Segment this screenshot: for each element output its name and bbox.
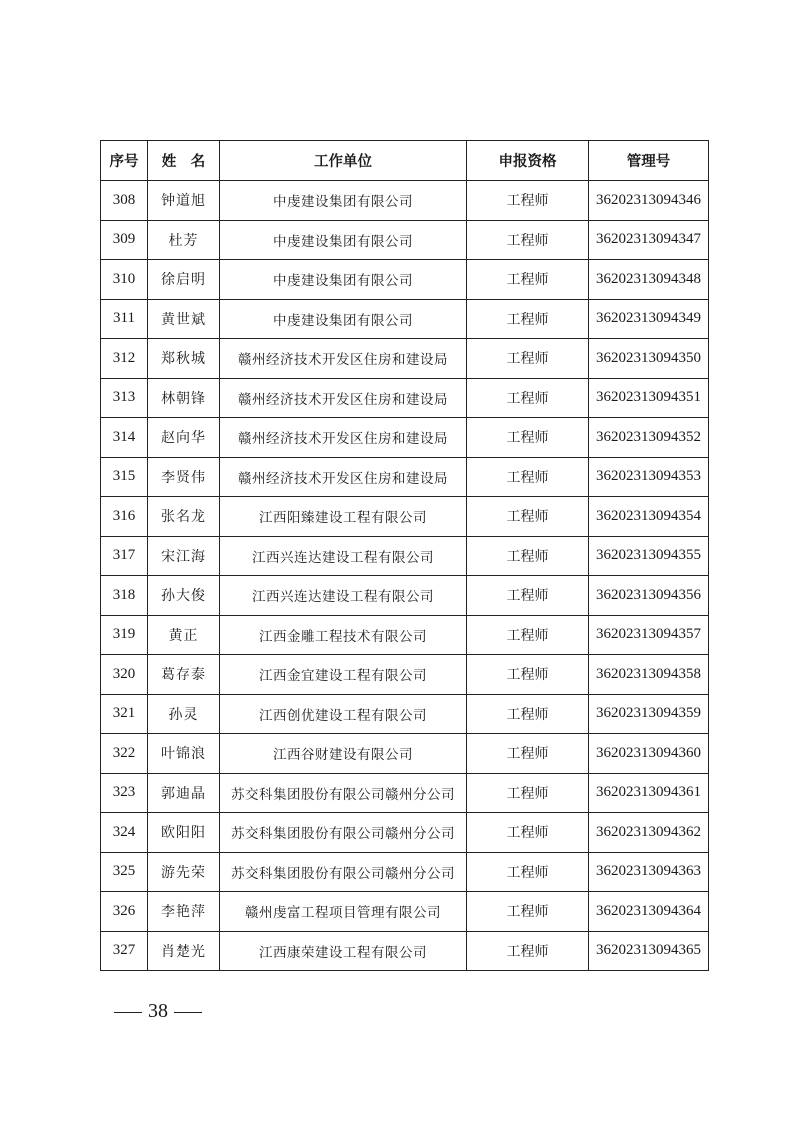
row-serial-number: 309 <box>101 220 148 260</box>
row-qualification: 工程师 <box>467 220 589 260</box>
row-name: 孙大俊 <box>148 576 220 616</box>
row-serial-number: 323 <box>101 773 148 813</box>
row-work-unit: 中虔建设集团有限公司 <box>220 299 467 339</box>
row-management-number: 36202313094357 <box>589 615 709 655</box>
row-qualification: 工程师 <box>467 694 589 734</box>
row-management-number: 36202313094361 <box>589 773 709 813</box>
row-work-unit: 江西兴连达建设工程有限公司 <box>220 576 467 616</box>
row-work-unit: 赣州经济技术开发区住房和建设局 <box>220 378 467 418</box>
row-serial-number: 321 <box>101 694 148 734</box>
footer-dash-left <box>114 1012 142 1013</box>
header-name: 姓 名 <box>148 141 220 181</box>
row-serial-number: 312 <box>101 339 148 379</box>
table-body <box>101 181 709 971</box>
row-management-number: 36202313094349 <box>589 299 709 339</box>
row-work-unit: 苏交科集团股份有限公司赣州分公司 <box>220 813 467 853</box>
row-name: 宋江海 <box>148 536 220 576</box>
table-row <box>101 931 709 971</box>
row-management-number: 36202313094365 <box>589 931 709 971</box>
row-work-unit: 赣州经济技术开发区住房和建设局 <box>220 457 467 497</box>
row-name: 黄正 <box>148 615 220 655</box>
row-name: 葛存泰 <box>148 655 220 695</box>
table-row <box>101 773 709 813</box>
table-row <box>101 220 709 260</box>
row-management-number: 36202313094354 <box>589 497 709 537</box>
table-row <box>101 615 709 655</box>
row-management-number: 36202313094352 <box>589 418 709 458</box>
row-serial-number: 316 <box>101 497 148 537</box>
table-row <box>101 260 709 300</box>
row-qualification: 工程师 <box>467 339 589 379</box>
row-management-number: 36202313094362 <box>589 813 709 853</box>
row-name: 赵向华 <box>148 418 220 458</box>
table-row <box>101 181 709 221</box>
row-work-unit: 江西康荣建设工程有限公司 <box>220 931 467 971</box>
row-management-number: 36202313094346 <box>589 181 709 221</box>
row-serial-number: 322 <box>101 734 148 774</box>
row-qualification: 工程师 <box>467 931 589 971</box>
row-management-number: 36202313094347 <box>589 220 709 260</box>
row-management-number: 36202313094356 <box>589 576 709 616</box>
row-work-unit: 中虔建设集团有限公司 <box>220 220 467 260</box>
row-name: 游先荣 <box>148 852 220 892</box>
header-serial-number: 序号 <box>101 141 148 181</box>
row-management-number: 36202313094364 <box>589 892 709 932</box>
row-work-unit: 苏交科集团股份有限公司赣州分公司 <box>220 852 467 892</box>
table-row <box>101 694 709 734</box>
row-work-unit: 江西阳臻建设工程有限公司 <box>220 497 467 537</box>
table-row <box>101 734 709 774</box>
row-work-unit: 江西兴连达建设工程有限公司 <box>220 536 467 576</box>
row-management-number: 36202313094363 <box>589 852 709 892</box>
row-serial-number: 314 <box>101 418 148 458</box>
table-header-row <box>101 141 709 181</box>
row-qualification: 工程师 <box>467 734 589 774</box>
row-serial-number: 317 <box>101 536 148 576</box>
row-name: 郭迪晶 <box>148 773 220 813</box>
row-management-number: 36202313094350 <box>589 339 709 379</box>
row-work-unit: 苏交科集团股份有限公司赣州分公司 <box>220 773 467 813</box>
table-row <box>101 418 709 458</box>
row-management-number: 36202313094358 <box>589 655 709 695</box>
row-work-unit: 中虔建设集团有限公司 <box>220 260 467 300</box>
row-management-number: 36202313094353 <box>589 457 709 497</box>
row-qualification: 工程师 <box>467 378 589 418</box>
row-qualification: 工程师 <box>467 576 589 616</box>
row-serial-number: 313 <box>101 378 148 418</box>
row-management-number: 36202313094355 <box>589 536 709 576</box>
row-qualification: 工程师 <box>467 497 589 537</box>
row-serial-number: 318 <box>101 576 148 616</box>
row-serial-number: 325 <box>101 852 148 892</box>
row-name: 李艳萍 <box>148 892 220 932</box>
row-qualification: 工程师 <box>467 892 589 932</box>
table-row <box>101 378 709 418</box>
table-row <box>101 497 709 537</box>
table-row <box>101 536 709 576</box>
row-work-unit: 江西谷财建设有限公司 <box>220 734 467 774</box>
header-management-number: 管理号 <box>589 141 709 181</box>
row-work-unit: 赣州虔富工程项目管理有限公司 <box>220 892 467 932</box>
row-management-number: 36202313094348 <box>589 260 709 300</box>
row-management-number: 36202313094359 <box>589 694 709 734</box>
row-qualification: 工程师 <box>467 536 589 576</box>
row-work-unit: 江西金宜建设工程有限公司 <box>220 655 467 695</box>
row-name: 钟道旭 <box>148 181 220 221</box>
row-name: 肖楚光 <box>148 931 220 971</box>
row-name: 孙灵 <box>148 694 220 734</box>
row-qualification: 工程师 <box>467 813 589 853</box>
row-qualification: 工程师 <box>467 181 589 221</box>
header-work-unit: 工作单位 <box>220 141 467 181</box>
row-work-unit: 赣州经济技术开发区住房和建设局 <box>220 339 467 379</box>
row-qualification: 工程师 <box>467 615 589 655</box>
page-footer <box>108 1000 208 1023</box>
row-name: 郑秋城 <box>148 339 220 379</box>
row-management-number: 36202313094351 <box>589 378 709 418</box>
row-serial-number: 320 <box>101 655 148 695</box>
personnel-table <box>100 140 709 971</box>
row-serial-number: 319 <box>101 615 148 655</box>
row-serial-number: 311 <box>101 299 148 339</box>
row-qualification: 工程师 <box>467 457 589 497</box>
row-name: 林朝锋 <box>148 378 220 418</box>
table-row <box>101 892 709 932</box>
footer-dash-right <box>174 1012 202 1013</box>
row-qualification: 工程师 <box>467 773 589 813</box>
row-qualification: 工程师 <box>467 852 589 892</box>
row-serial-number: 315 <box>101 457 148 497</box>
row-work-unit: 中虔建设集团有限公司 <box>220 181 467 221</box>
row-qualification: 工程师 <box>467 418 589 458</box>
row-name: 杜芳 <box>148 220 220 260</box>
table-row <box>101 339 709 379</box>
table-row <box>101 655 709 695</box>
row-serial-number: 326 <box>101 892 148 932</box>
page-number: 38 <box>148 1000 168 1022</box>
table-row <box>101 457 709 497</box>
row-name: 黄世斌 <box>148 299 220 339</box>
header-qualification: 申报资格 <box>467 141 589 181</box>
personnel-table-container <box>100 140 708 971</box>
row-serial-number: 308 <box>101 181 148 221</box>
row-name: 叶锦浪 <box>148 734 220 774</box>
row-serial-number: 327 <box>101 931 148 971</box>
row-serial-number: 310 <box>101 260 148 300</box>
table-row <box>101 813 709 853</box>
row-serial-number: 324 <box>101 813 148 853</box>
row-name: 李贤伟 <box>148 457 220 497</box>
row-management-number: 36202313094360 <box>589 734 709 774</box>
row-work-unit: 赣州经济技术开发区住房和建设局 <box>220 418 467 458</box>
row-qualification: 工程师 <box>467 299 589 339</box>
row-qualification: 工程师 <box>467 655 589 695</box>
table-row <box>101 299 709 339</box>
row-name: 张名龙 <box>148 497 220 537</box>
row-qualification: 工程师 <box>467 260 589 300</box>
row-name: 徐启明 <box>148 260 220 300</box>
table-row <box>101 852 709 892</box>
row-work-unit: 江西创优建设工程有限公司 <box>220 694 467 734</box>
row-work-unit: 江西金雕工程技术有限公司 <box>220 615 467 655</box>
table-row <box>101 576 709 616</box>
row-name: 欧阳阳 <box>148 813 220 853</box>
